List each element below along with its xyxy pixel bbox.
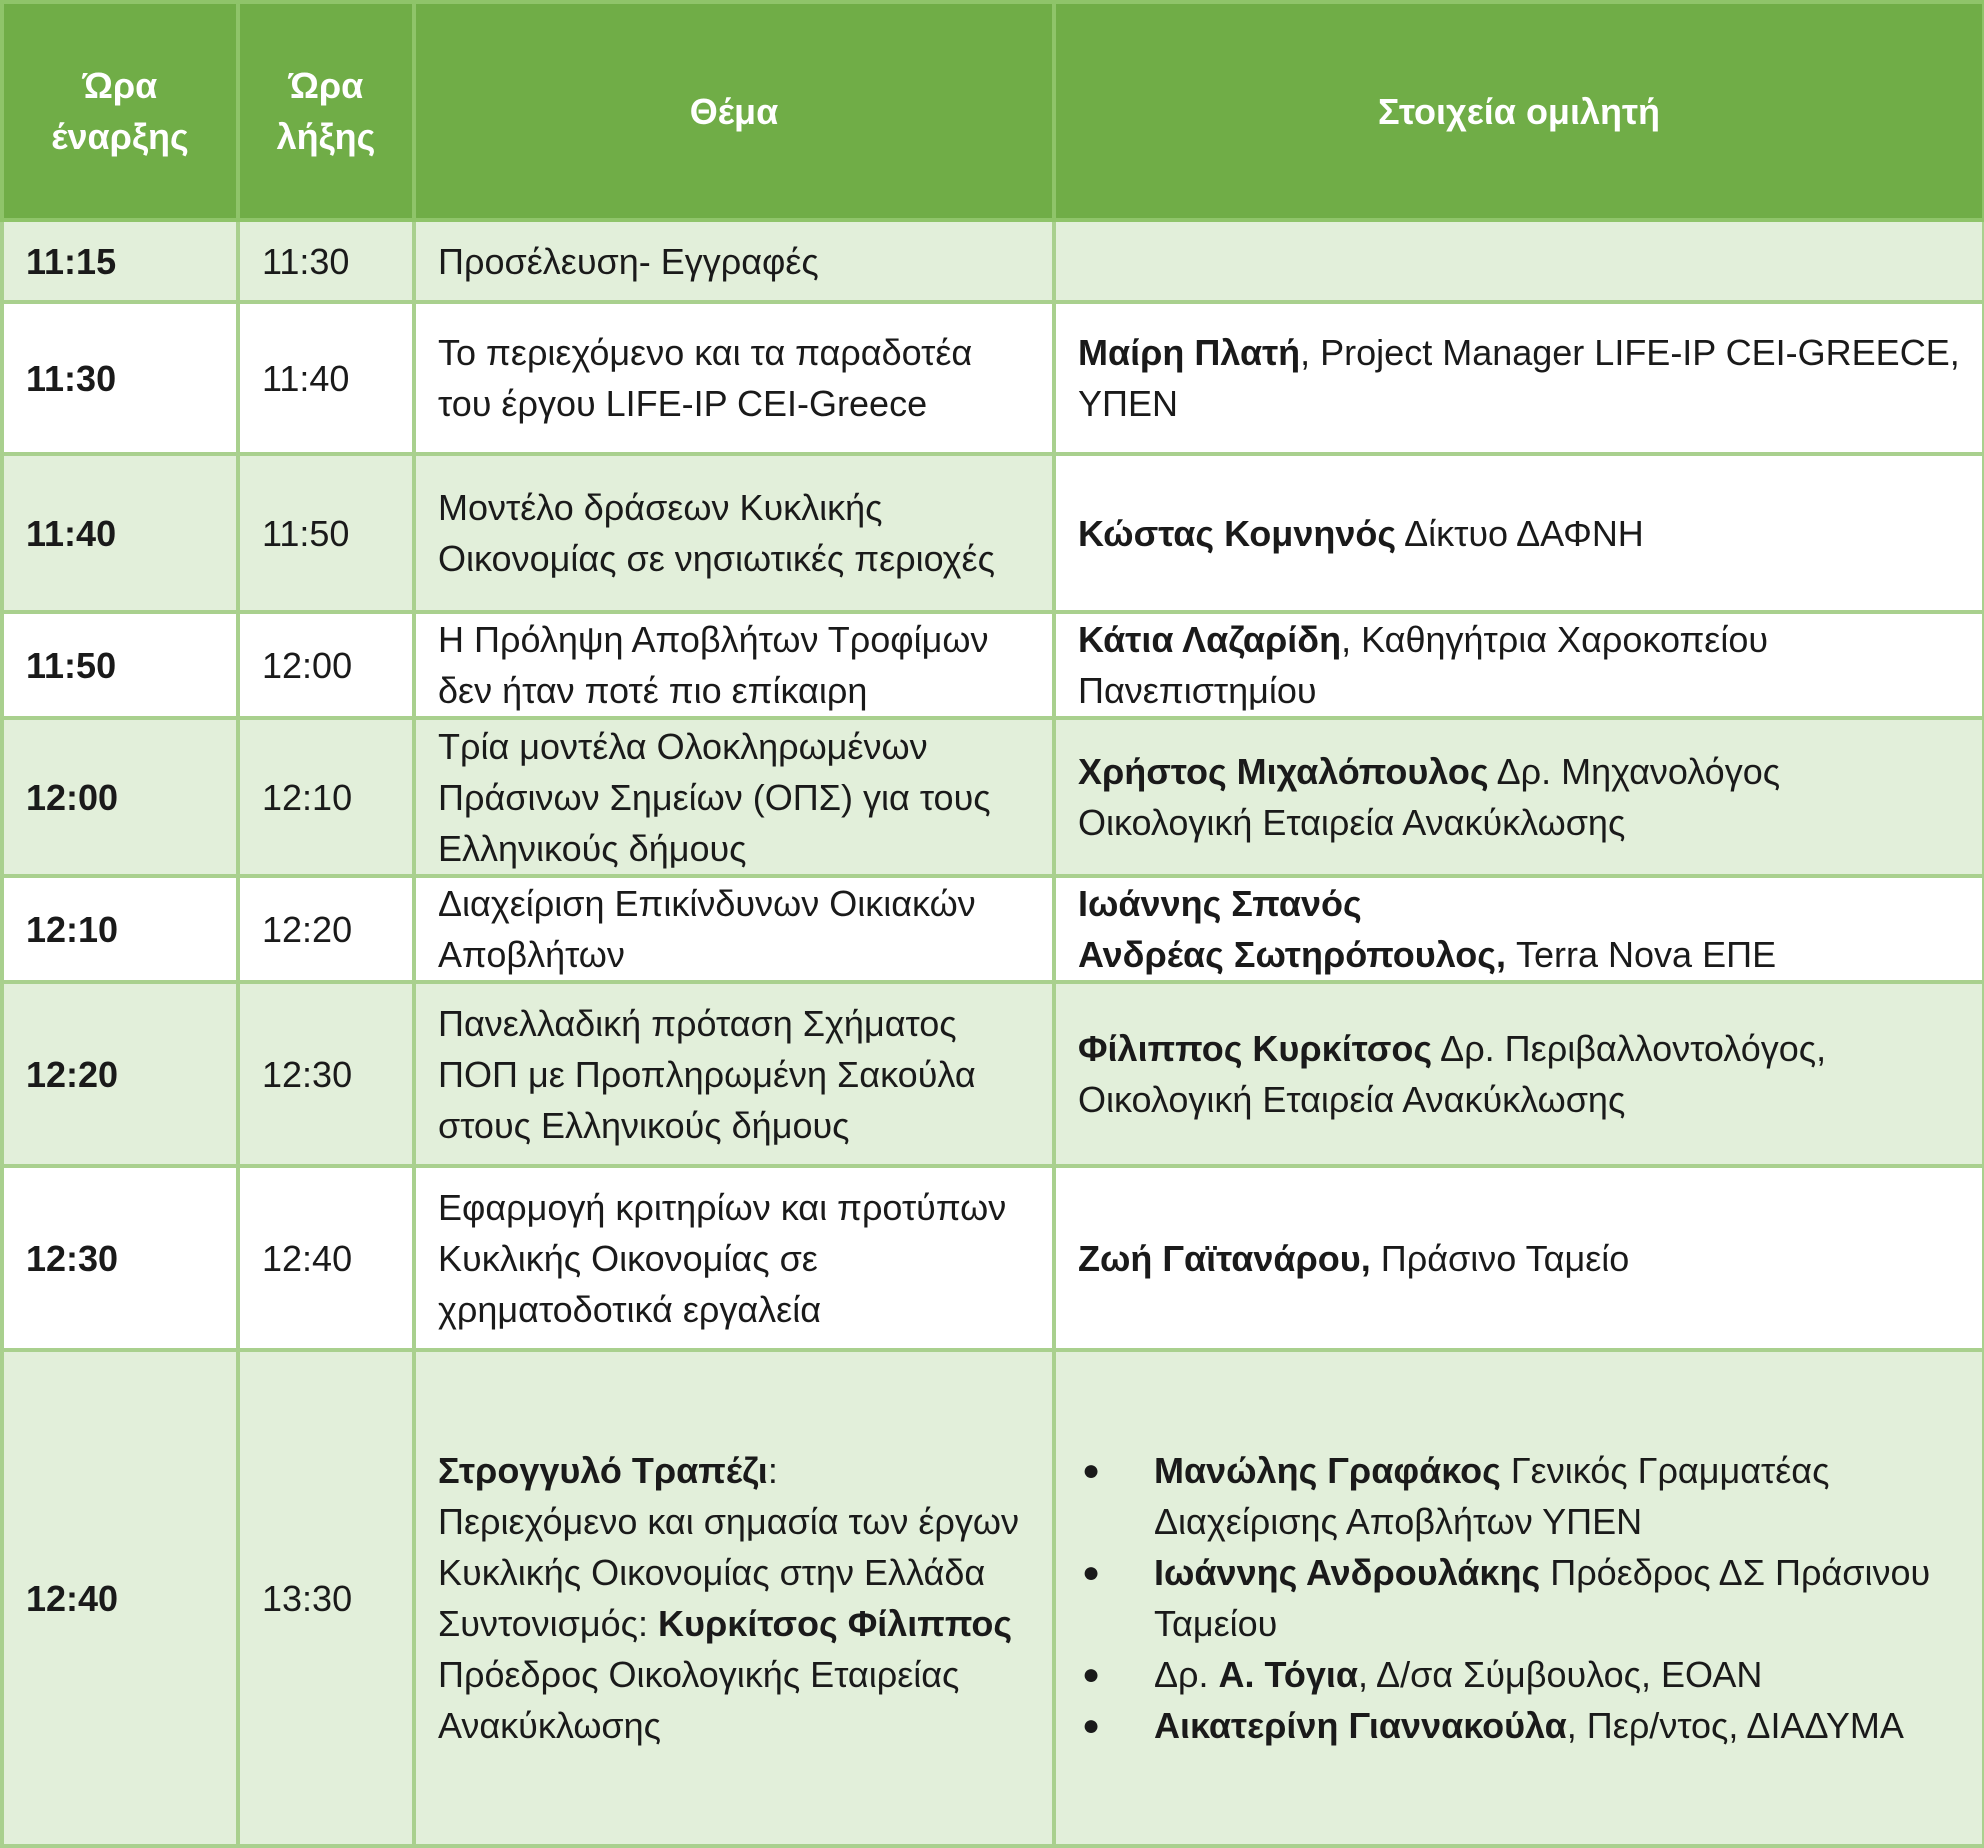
panelist-name: Αικατερίνη Γιαννακούλα (1154, 1705, 1567, 1746)
speaker (1054, 220, 1984, 302)
list-item (1078, 1649, 1960, 1700)
start-time: 12:20 (2, 982, 238, 1166)
header-topic: Θέμα (414, 2, 1054, 220)
topic: Το περιεχόμενο και τα παραδοτέα του έργου LIFE-IP CEI-Greece (414, 302, 1054, 454)
topic: Πανελλαδική πρόταση Σχήματος ΠΟΠ με Προπληρωμένη Σακούλα στους Ελληνικούς δήμους (414, 982, 1054, 1166)
table-row (2, 718, 1984, 876)
speaker-name: Ιωάννης Σπανός (1078, 883, 1362, 924)
end-time: 12:30 (238, 982, 414, 1166)
panelist-prefix: Δρ. (1154, 1654, 1219, 1695)
speaker-name: Ζωή Γαϊτανάρου, (1078, 1237, 1371, 1279)
speaker (1054, 454, 1984, 612)
list-item (1078, 1547, 1960, 1649)
table-row (2, 982, 1984, 1166)
panelist-role: Γενικός Γραμματέας Διαχείρισης Αποβλήτων ΥΠΕΝ (1154, 1450, 1830, 1542)
speaker (1054, 718, 1984, 876)
speaker-name: Μαίρη Πλατή (1078, 332, 1301, 373)
speaker-name: Φίλιππος Κυρκίτσος (1078, 1028, 1433, 1069)
header-end-time (238, 2, 414, 220)
panel-list (1078, 1445, 1960, 1751)
panelist-name: Μανώλης Γραφάκος (1154, 1450, 1501, 1491)
start-time: 11:30 (2, 302, 238, 454)
header-start-label-1: Ώρα (82, 65, 158, 106)
panelist-role: Πρόεδρος ΔΣ Πράσινου Ταμείου (1154, 1552, 1931, 1644)
list-item (1078, 1700, 1960, 1751)
speaker-details: , Καθηγήτρια Χαροκοπείου Πανεπιστημίου (1078, 619, 1769, 711)
end-time: 12:40 (238, 1166, 414, 1350)
end-time: 11:40 (238, 302, 414, 454)
table-row (2, 302, 1984, 454)
speaker-name-2: Ανδρέας Σωτηρόπουλος, (1078, 934, 1507, 975)
speaker (1054, 612, 1984, 718)
table-row (2, 1350, 1984, 1846)
speaker-name: Κώστας Κομνηνός (1078, 512, 1397, 554)
header-end-label-2: λήξης (276, 116, 376, 157)
speaker (1054, 302, 1984, 454)
round-table-colon: : (767, 1450, 778, 1491)
table-row (2, 876, 1984, 982)
panelist-name: Ιωάννης Ανδρουλάκης (1154, 1552, 1541, 1593)
speaker (1054, 1350, 1984, 1846)
end-time: 11:50 (238, 454, 414, 612)
end-time: 12:00 (238, 612, 414, 718)
topic: Εφαρμογή κριτηρίων και προτύπων Κυκλικής Οικονομίας σε χρηματοδοτικά εργαλεία (414, 1166, 1054, 1350)
speaker-name: Χρήστος Μιχαλόπουλος (1078, 751, 1489, 792)
speaker (1054, 982, 1984, 1166)
start-time: 11:50 (2, 612, 238, 718)
start-time: 11:40 (2, 454, 238, 612)
speaker (1054, 1166, 1984, 1350)
topic: Μοντέλο δράσεων Κυκλικής Οικονομίας σε νησιωτικές περιοχές (414, 454, 1054, 612)
start-time: 12:30 (2, 1166, 238, 1350)
header-speaker: Στοιχεία ομιλητή (1054, 2, 1984, 220)
bullet-icon: ● (1082, 1709, 1101, 1742)
speaker-details: Δρ. Περιβαλλοντολόγος, Οικολογική Εταιρεία Ανακύκλωσης (1078, 1028, 1827, 1120)
header-start-time (2, 2, 238, 220)
start-time: 12:00 (2, 718, 238, 876)
coordinator-role: Πρόεδρος Οικολογικής Εταιρείας Ανακύκλωσης (438, 1654, 960, 1746)
panelist-name: Α. Τόγια (1218, 1654, 1358, 1695)
list-item (1078, 1445, 1960, 1547)
round-table-title: Στρογγυλό Τραπέζι (438, 1450, 768, 1491)
coordinator-name: Κυρκίτσος Φίλιππος (658, 1603, 1013, 1644)
speaker-details: Terra Nova ΕΠΕ (1506, 934, 1777, 975)
table-row (2, 220, 1984, 302)
topic (414, 1350, 1054, 1846)
table-row (2, 454, 1984, 612)
speaker (1054, 876, 1984, 982)
topic: Η Πρόληψη Αποβλήτων Τροφίμων δεν ήταν ποτέ πιο επίκαιρη (414, 612, 1054, 718)
header-start-label-2: έναρξης (51, 116, 189, 157)
round-table-description: Περιεχόμενο και σημασία των έργων Κυκλικής Οικονομίας στην Ελλάδα (438, 1501, 1019, 1593)
topic: Τρία μοντέλα Ολοκληρωμένων Πράσινων Σημείων (ΟΠΣ) για τους Ελληνικούς δήμους (414, 718, 1054, 876)
start-time: 11:15 (2, 220, 238, 302)
topic: Προσέλευση- Εγγραφές (414, 220, 1054, 302)
bullet-icon: ● (1082, 1556, 1101, 1589)
speaker-details: , Project Manager LIFE-IP CEI-GREECE, ΥΠΕΝ (1078, 332, 1960, 424)
header-end-label-1: Ώρα (288, 65, 364, 106)
speaker-details: Πράσινο Ταμείο (1370, 1237, 1630, 1279)
topic: Διαχείριση Επικίνδυνων Οικιακών Αποβλήτων (414, 876, 1054, 982)
start-time: 12:40 (2, 1350, 238, 1846)
bullet-icon: ● (1082, 1454, 1101, 1487)
start-time: 12:10 (2, 876, 238, 982)
coordinator-label: Συντονισμός: (438, 1603, 659, 1644)
panelist-role: , Περ/ντος, ΔΙΑΔΥΜΑ (1566, 1705, 1904, 1746)
panelist-role: , Δ/σα Σύμβουλος, ΕΟΑΝ (1358, 1654, 1763, 1695)
speaker-details: Δίκτυο ΔΑΦΝΗ (1396, 512, 1644, 554)
speaker-details: Δρ. Μηχανολόγος Οικολογική Εταιρεία Ανακύκλωσης (1078, 751, 1781, 843)
end-time: 13:30 (238, 1350, 414, 1846)
bullet-icon: ● (1082, 1658, 1101, 1691)
end-time: 12:10 (238, 718, 414, 876)
end-time: 11:30 (238, 220, 414, 302)
table-row (2, 612, 1984, 718)
header-row (2, 2, 1984, 220)
speaker-name: Κάτια Λαζαρίδη (1078, 619, 1342, 660)
end-time: 12:20 (238, 876, 414, 982)
table-row (2, 1166, 1984, 1350)
